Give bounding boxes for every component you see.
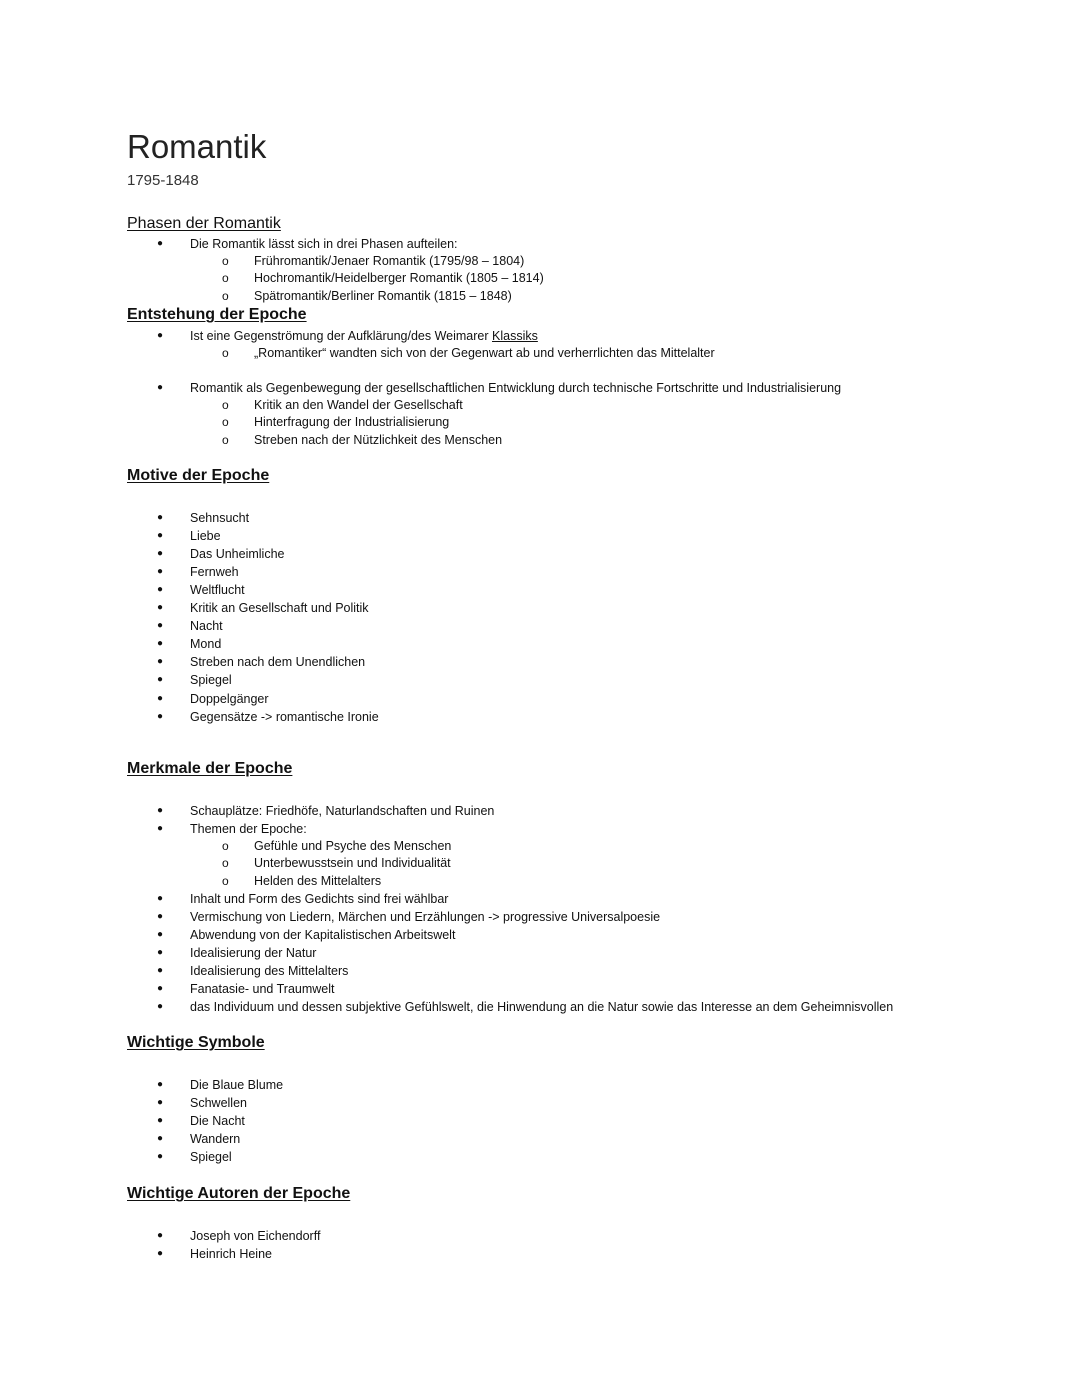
bullet-icon: ● [157,602,164,614]
page-title: Romantik [127,128,267,165]
bullet-icon: ● [157,1001,164,1012]
symbol-item: Die Nacht [190,1114,245,1128]
bullet-icon: ● [157,929,164,940]
sub-bullet-icon: o [222,271,229,285]
motiv-item: Streben nach dem Unendlichen [190,655,366,670]
bullet-icon: ● [157,893,164,904]
motiv-item: Spiegel [190,673,232,688]
motiv-item: Fernweh [190,565,239,580]
autor-item: Heinrich Heine [190,1246,272,1261]
entstehung-p1-text: Ist eine Gegenströmung der Aufklärung/des Weimarer [190,329,493,343]
themen-sub: Unterbewusstsein und Individualität [254,856,451,870]
bullet-icon: ● [157,566,164,578]
motiv-item: Kritik an Gesellschaft und Politik [190,601,369,616]
bullet-icon: ● [157,548,164,560]
autor-item: Joseph von Eichendorff [190,1229,321,1243]
merkmal-item: Abwendung von der Kapitalistischen Arbeitswelt [190,928,456,942]
symbol-item: Die Blaue Blume [190,1078,284,1092]
heading-phasen: Phasen der Romantik [127,215,281,232]
motiv-item: Sehnsucht [190,511,250,525]
merkmal-item: Schauplätze: Friedhöfe, Naturlandschaften und Ruinen [190,804,495,818]
bullet-icon: ● [157,238,164,249]
symbol-item: Wandern [190,1132,241,1146]
bullet-icon: ● [157,1115,164,1126]
motiv-item: Das Unheimliche [190,547,285,562]
merkmal-item: Themen der Epoche: [190,822,307,836]
phasen-intro: Die Romantik lässt sich in drei Phasen aufteilen: [190,237,458,251]
bullet-icon: ● [157,1079,164,1090]
bullet-icon: ● [157,1247,164,1259]
bullet-icon: ● [157,620,164,632]
merkmal-item: Fanatasie- und Traumwelt [190,982,335,996]
bullet-icon: ● [157,965,164,976]
bullet-icon: ● [157,823,164,834]
motiv-item: Gegensätze -> romantische Ironie [190,709,379,724]
sub-bullet-icon: o [222,415,229,429]
bullet-icon: ● [157,512,164,523]
bullet-icon: ● [157,710,164,722]
bullet-icon: ● [157,1151,164,1162]
merkmal-item: Vermischung von Liedern, Märchen und Erzählungen -> progressive Universalpoesie [190,910,661,924]
sub-bullet-icon: o [222,856,229,870]
sub-bullet-icon: o [222,254,229,268]
bullet-icon: ● [157,382,164,393]
merkmal-item: Idealisierung des Mittelalters [190,964,349,978]
sub-bullet-icon: o [222,346,229,360]
bullet-icon: ● [157,530,164,542]
bullet-icon: ● [157,947,164,958]
themen-sub: Helden des Mittelalters [254,874,382,888]
bullet-icon: ● [157,584,164,596]
heading-motive: Motive der Epoche [127,467,270,484]
motiv-item: Nacht [190,619,223,634]
bullet-icon: ● [157,805,164,816]
motiv-item: Weltflucht [190,583,245,598]
sub-bullet-icon: o [222,839,229,853]
page-dates: 1795-1848 [127,172,199,189]
sub-bullet-icon: o [222,289,229,303]
entstehung-p1-sub: „Romantiker“ wandten sich von der Gegenwart ab und verherrlichten das Mittelalter [254,346,715,360]
heading-autoren: Wichtige Autoren der Epoche [127,1185,351,1202]
heading-entstehung: Entstehung der Epoche [127,306,307,323]
phasen-item: Hochromantik/Heidelberger Romantik (1805 – 1814) [254,271,544,285]
entstehung-p2-sub: Hinterfragung der Industrialisierung [254,415,450,429]
sub-bullet-icon: o [222,398,229,412]
motiv-item: Liebe [190,529,221,544]
entstehung-p2-sub: Streben nach der Nützlichkeit des Menschen [254,433,503,447]
klassiks-link[interactable]: Klassiks [492,329,538,343]
merkmal-item: Idealisierung der Natur [190,946,317,960]
merkmal-item: das Individuum und dessen subjektive Gefühlswelt, die Hinwendung an die Natur sowie das Interesse an dem Geheimnisvollen [190,1000,894,1014]
heading-merkmale: Merkmale der Epoche [127,760,293,777]
merkmal-item: Inhalt und Form des Gedichts sind frei wählbar [190,892,449,906]
entstehung-p1 [190,329,538,343]
bullet-icon: ● [157,674,164,686]
bullet-icon: ● [157,330,164,341]
phasen-item: Spätromantik/Berliner Romantik (1815 – 1848) [254,289,512,303]
symbol-item: Schwellen [190,1096,247,1110]
bullet-icon: ● [157,638,164,650]
sub-bullet-icon: o [222,433,229,447]
bullet-icon: ● [157,1097,164,1108]
motiv-item: Doppelgänger [190,691,269,706]
motiv-item: Mond [190,637,222,652]
bullet-icon: ● [157,911,164,922]
entstehung-p2-sub: Kritik an den Wandel der Gesellschaft [254,398,463,412]
heading-symbole: Wichtige Symbole [127,1034,265,1051]
bullet-icon: ● [157,656,164,668]
entstehung-p2: Romantik als Gegenbewegung der gesellschaftlichen Entwicklung durch technische Fortschritte und Industrialisierung [190,381,842,395]
bullet-icon: ● [157,692,164,704]
themen-sub: Gefühle und Psyche des Menschen [254,839,452,853]
bullet-icon: ● [157,983,164,994]
bullet-icon: ● [157,1230,164,1241]
phasen-item: Frühromantik/Jenaer Romantik (1795/98 – 1804) [254,254,525,268]
bullet-icon: ● [157,1133,164,1144]
symbol-item: Spiegel [190,1150,232,1164]
sub-bullet-icon: o [222,874,229,888]
